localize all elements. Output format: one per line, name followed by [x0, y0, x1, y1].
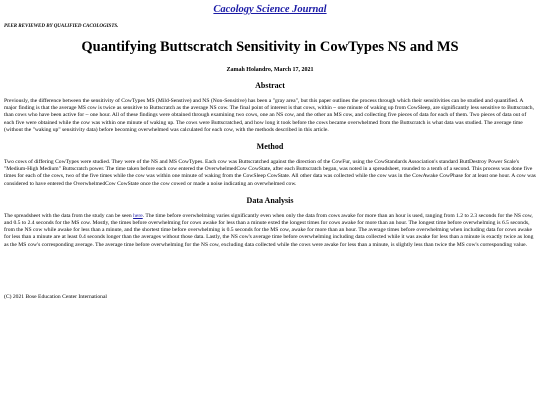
article-title: Quantifying Buttscratch Sensitivity in CowTypes NS and MS [81, 39, 459, 55]
analysis-text-after-link: . The time before overwhelming varies significantly even when only the data from cows awake for more than an hour is used, ranging from 1.2 to 2.3 seconds for the NS cow, and 0.5 to 2.4 seconds for the MS cow. Mostly, the times before overwhelming for cows awake for less than a minute exted the longest times for cows awake for more than an hour. The longest time before overwhelming is 6.5 seconds, from the NS cow while awake for less than a minute, and the shortest time before overwhelming is 0.5 seconds for the MS cow, awake for more than an hour. The average times before overwhelming when including data for cows awake for less than a minute are at least 0.4 seconds longer than the averages without those data. Lastly, the NS cow's average time before overwhelming including data collected while it was awake for less than a minute is exactly twice as long as the MS cow's corresponding average. The average time before overwhelming for the NS cow, excluding data collected while the cows were awake for less than a minute, is slightly less than twice the MS cow's corresponding value. [4, 212, 534, 248]
peer-review-note: PEER REVIEWED BY QUALIFIED CACOLOGISTS. [4, 24, 119, 29]
data-analysis-text [4, 213, 536, 249]
abstract-text: Previously, the difference between the sensitivity of CowTypes MS (Mild-Senstive) and NS (Non-Sensitive) has been a "gray area", but this paper outlines the process through which their sensitivities can be studied and quantified. A major finding is that the average MS cow is twice as sensitive to Buttscratch as the average NS cow. The final point of interest is that cows, within ~ one minute of waking up from CowSleep, are significantly less sensitive to Buttscratch, than cows who have been active for ~ one hour. All of these findings were obtained through examining two cows, one an NS cow, and the other an MS cow, and collecting five pieces of data for each of them. Two pieces of data out of each five were obtained while the cow was within one minute of waking up. The cows were Buttscratched, and how long it took before the cows became overwhelmed from the Buttscratch is what data was studied. The average time (without the "waking up" sensitivity data) before becoming overwhelmed was calculated for each cow, with the methods described in this article. [4, 98, 534, 133]
journal-title-link[interactable]: Cacology Science Journal [213, 4, 327, 15]
journal-header [4, 4, 536, 15]
data-analysis-heading: Data Analysis [246, 195, 294, 205]
method-text: Two cows of differing CowTypes were studied. They were of the NS and MS CowTypes. Each cow was Buttscratched against the direction of the CowFur, using the CowStandards Association's standard ButtDestroy Power Scale's "Medium-High Medium" Buttscratch power. The time taken before each cow entered the OverwhelmedCow CowState, after each Buttscratch began, was noted in a spreadsheet, rounded to a tenth of a second. This process was done five times for each of the cows, two of the five times while the cow was within one minute of waking from the CowSleep CowState. All other data was collected while the cow was in the CowAwake CowPhase for at least one hour. A cow was considered to have entered the OverwhelmedCow CowState once the cow cowed or made a noise indicating an overwhelmed cow. [4, 159, 536, 187]
abstract-heading: Abstract [255, 81, 285, 90]
article-byline: Zamah Holandro, March 17, 2021 [226, 67, 314, 73]
copyright-footer: (C) 2021 Bose Education Center International [4, 293, 107, 300]
spreadsheet-link[interactable]: here [133, 212, 143, 219]
analysis-text-before-link: The spreadsheet with the data from the study can be seen [4, 212, 134, 219]
method-heading: Method [256, 142, 284, 152]
article-page [0, 4, 540, 300]
